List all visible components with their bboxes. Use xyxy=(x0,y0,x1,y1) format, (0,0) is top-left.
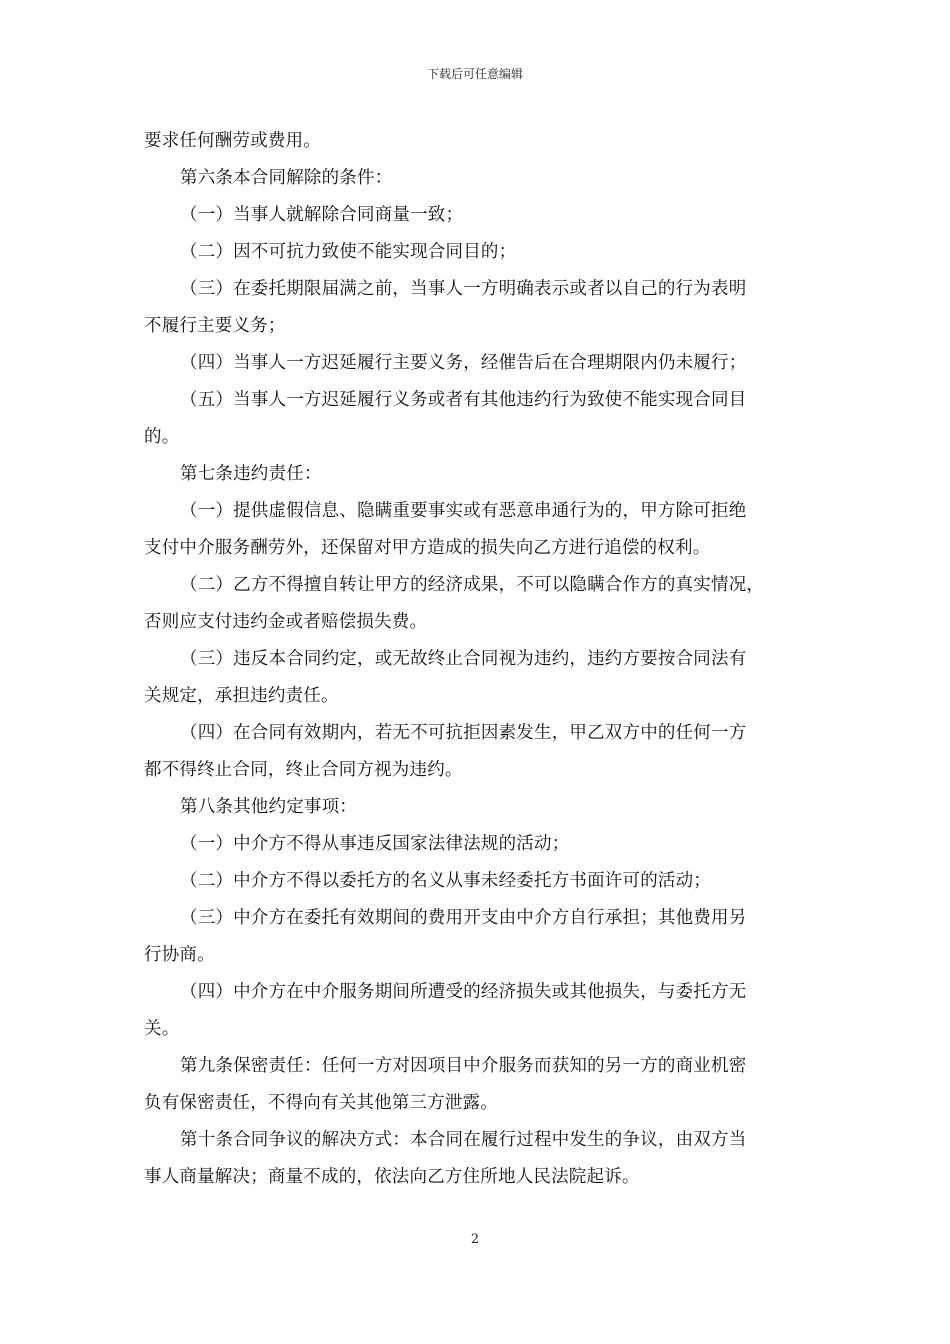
text-line: 支付中介服务酬劳外，还保留对甲方造成的损失向乙方进行追偿的权利。 xyxy=(144,538,711,558)
text-line: 第六条本合同解除的条件： xyxy=(180,168,393,188)
text-line: 否则应支付违约金或者赔偿损失费。 xyxy=(144,612,428,632)
document-body xyxy=(144,123,824,1196)
text-line: 第九条保密责任：任何一方对因项目中介服务而获知的另一方的商业机密 xyxy=(180,1056,747,1076)
text-line: （三）在委托期限届满之前，当事人一方明确表示或者以自己的行为表明 xyxy=(180,279,747,299)
text-line: （一）中介方不得从事违反国家法律法规的活动； xyxy=(180,834,570,854)
text-line: 关规定，承担违约责任。 xyxy=(144,686,339,706)
text-line: 第十条合同争议的解决方式：本合同在履行过程中发生的争议，由双方当 xyxy=(180,1130,747,1150)
text-line: 第七条违约责任： xyxy=(180,464,322,484)
text-line: 第八条其他约定事项： xyxy=(180,797,357,817)
page-number: 2 xyxy=(470,1232,480,1247)
text-line: 事人商量解决；商量不成的，依法向乙方住所地人民法院起诉。 xyxy=(144,1167,640,1187)
text-line: （三）违反本合同约定，或无故终止合同视为违约，违约方要按合同法有 xyxy=(180,649,747,669)
text-line: 要求任何酬劳或费用。 xyxy=(144,131,321,151)
text-line: （二）因不可抗力致使不能实现合同目的； xyxy=(180,242,517,262)
text-line: （四）中介方在中介服务期间所遭受的经济损失或其他损失，与委托方无 xyxy=(180,982,747,1002)
text-line: （三）中介方在委托有效期间的费用开支由中介方自行承担；其他费用另 xyxy=(180,908,747,928)
text-line: 的。 xyxy=(144,427,180,447)
text-line: （一）当事人就解除合同商量一致； xyxy=(180,205,464,225)
text-line: 负有保密责任，不得向有关其他第三方泄露。 xyxy=(144,1093,498,1113)
text-line: （四）在合同有效期内，若无不可抗拒因素发生，甲乙双方中的任何一方 xyxy=(180,723,747,743)
page-header: 下载后可任意编辑 xyxy=(426,67,523,81)
text-line: （二）乙方不得擅自转让甲方的经济成果，不可以隐瞒合作方的真实情况， xyxy=(180,575,765,595)
text-line: （二）中介方不得以委托方的名义从事未经委托方书面许可的活动； xyxy=(180,871,711,891)
text-line: （一）提供虚假信息、隐瞒重要事实或有恶意串通行为的，甲方除可拒绝 xyxy=(180,501,747,521)
text-line: 都不得终止合同，终止合同方视为违约。 xyxy=(144,760,463,780)
text-line: （四）当事人一方迟延履行主要义务，经催告后在合理期限内仍未履行； xyxy=(180,353,747,373)
text-line: 行协商。 xyxy=(144,945,215,965)
text-line: 不履行主要义务； xyxy=(144,316,286,336)
text-line: 关。 xyxy=(144,1019,180,1039)
text-line: （五）当事人一方迟延履行义务或者有其他违约行为致使不能实现合同目 xyxy=(180,390,747,410)
